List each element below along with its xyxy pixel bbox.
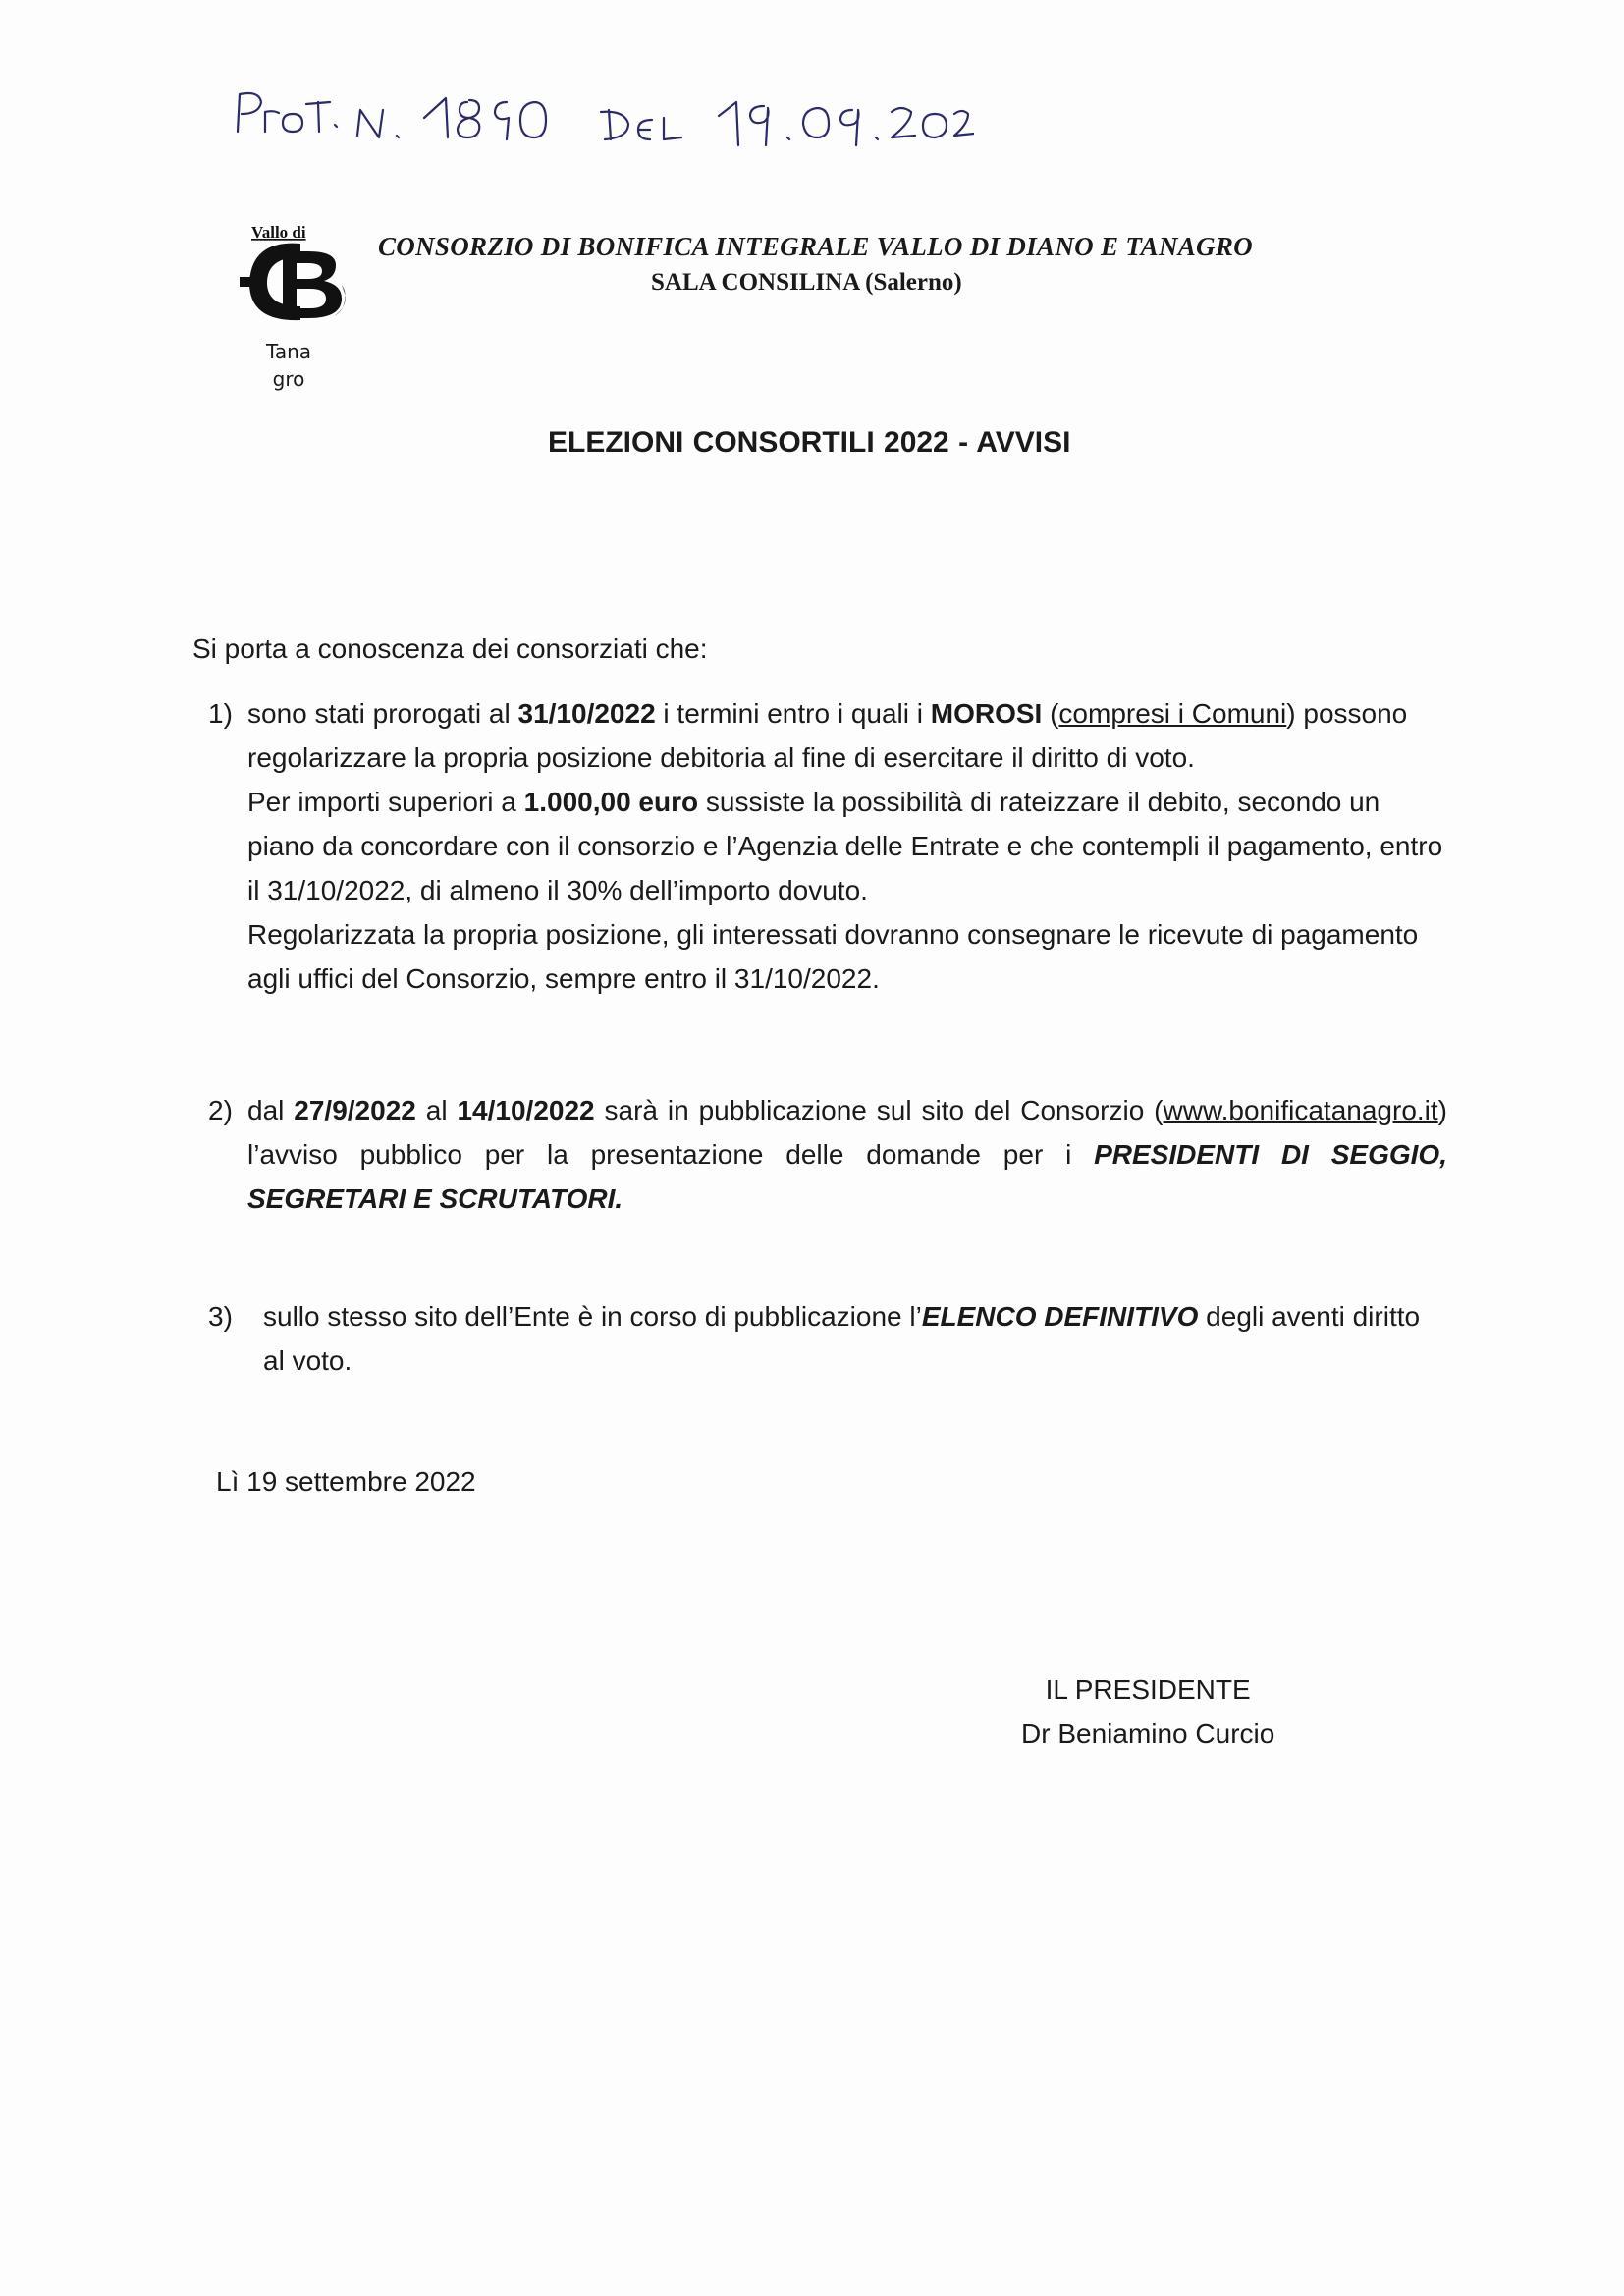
logo-caption — [249, 338, 328, 393]
document-title: ELEZIONI CONSORTILI 2022 - AVVISI — [548, 426, 1071, 459]
item1-text-c: i termini entro i quali i — [655, 698, 931, 729]
item-number: 2) — [208, 1095, 233, 1125]
notice-item-1 — [208, 691, 1447, 1001]
consortium-logo — [232, 222, 359, 330]
item1-text-h: ) possono regolarizzare la propria posizione debitoria al fine di esercitare il diritto di voto. — [247, 698, 1408, 773]
logo-caption-line-2: gro — [272, 367, 305, 391]
handwritten-protocol-drawing — [228, 81, 974, 149]
item-body — [247, 1088, 1447, 1221]
item1-p2-c: sussiste la possibilità di rateizzare il debito, secondo un piano da concordare con il consorzio e l’Agenzia delle Entrate e che contempli il pagamento, entro il 31/10/2022, di almeno il 30% dell’importo dovuto. — [247, 787, 1443, 905]
item3-elenco: ELENCO DEFINITIVO — [921, 1301, 1199, 1332]
item3-text-c: degli aventi diritto al voto. — [263, 1301, 1421, 1376]
signature-role: IL PRESIDENTE — [1045, 1674, 1251, 1705]
item-number: 1) — [208, 698, 233, 729]
item2-end-date: 14/10/2022 — [457, 1095, 595, 1125]
item2-start-date: 27/9/2022 — [294, 1095, 416, 1125]
item-body — [247, 691, 1447, 1001]
item1-deadline: 31/10/2022 — [517, 698, 656, 729]
organization-city: SALA CONSILINA (Salerno) — [651, 269, 962, 296]
item-number: 3) — [208, 1301, 233, 1332]
notice-item-3 — [208, 1294, 1447, 1383]
item3-text-a: sullo stesso sito dell’Ente è in corso di pubblicazione l’ — [263, 1301, 922, 1332]
organization-name: CONSORZIO DI BONIFICA INTEGRALE VALLO DI DIANO E TANAGRO — [378, 232, 1253, 261]
item1-p2-a: Per importi superiori a — [247, 787, 524, 817]
item1-text-e — [1042, 698, 1050, 729]
item-body — [263, 1294, 1447, 1383]
consortium-cb-monogram-icon — [232, 222, 359, 330]
item2-text-g: ) l’avviso pubblico per la presentazione delle domande per i — [247, 1095, 1447, 1170]
item1-p3: Regolarizzata la propria posizione, gli interessati dovranno consegnare le ricevute di pagamento agli uffici del Consorzio, sempre entro il 31/10/2022. — [247, 919, 1419, 994]
item2-text-c: al — [415, 1095, 458, 1125]
item1-text-a: sono stati prorogati al — [247, 698, 518, 729]
item1-amount: 1.000,00 euro — [523, 787, 699, 817]
item2-website-link[interactable]: www.bonificatanagro.it — [1163, 1095, 1438, 1125]
logo-top-text: Vallo di — [251, 223, 306, 242]
document-date: Lì 19 settembre 2022 — [216, 1466, 476, 1497]
intro-sentence: Si porta a conoscenza dei consorziati che: — [192, 633, 708, 664]
protocol-handwritten-note — [228, 81, 974, 149]
logo-caption-line-1: Tana — [265, 340, 312, 363]
item2-text-e: sarà in pubblicazione sul sito del Consorzio ( — [594, 1095, 1164, 1125]
signature-name: Dr Beniamino Curcio — [1021, 1719, 1275, 1749]
item2-roles: PRESIDENTI DI SEGGIO, SEGRETARI E SCRUTATORI. — [247, 1139, 1447, 1214]
item1-morosi: MOROSI — [930, 698, 1043, 729]
notice-item-2 — [208, 1088, 1447, 1221]
signature-block — [1021, 1667, 1274, 1756]
item1-comuni: compresi i Comuni — [1058, 698, 1287, 729]
item2-text-a: dal — [247, 1095, 295, 1125]
item1-text-f: ( — [1050, 698, 1059, 729]
